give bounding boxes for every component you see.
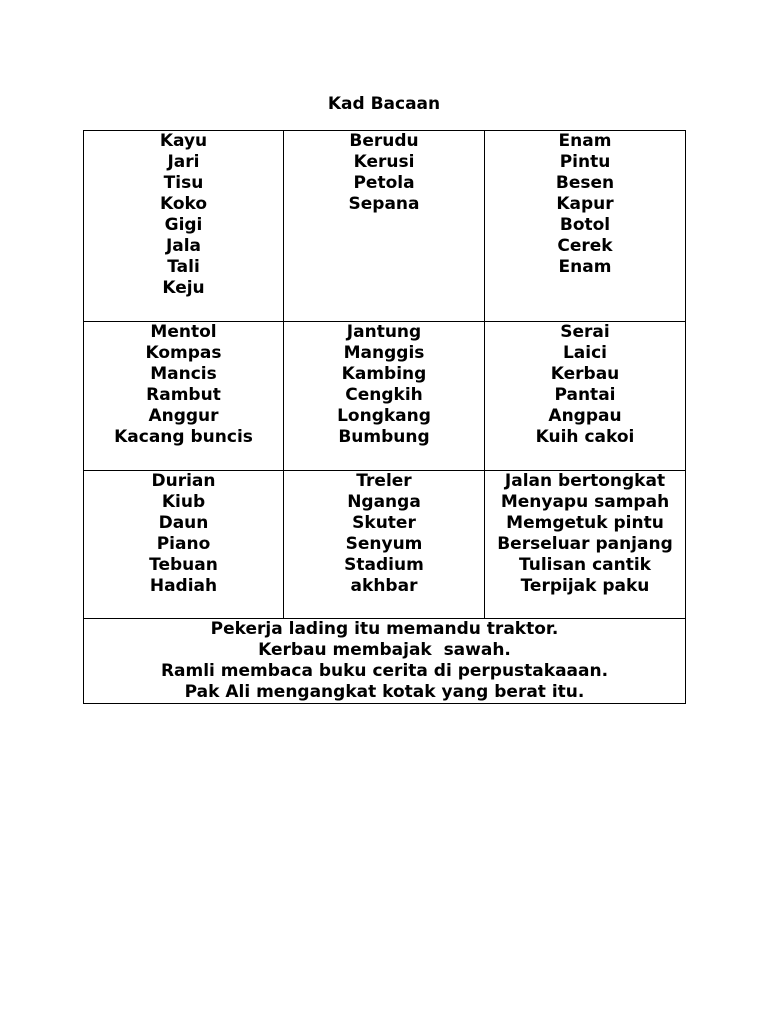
word: Stadium (344, 555, 424, 575)
word: Petola (353, 173, 415, 193)
word-row (84, 471, 686, 619)
word: Gigi (164, 215, 203, 235)
word: Jalan bertongkat (504, 471, 666, 491)
word: Cerek (557, 236, 613, 256)
word: Kayu (159, 131, 208, 151)
word: Rambut (146, 385, 221, 405)
word: Berudu (349, 131, 419, 151)
sentence: Ramli membaca buku cerita di perpustakaaan. (160, 661, 609, 681)
word: Jari (167, 152, 200, 172)
word: Angpau (548, 406, 622, 426)
word-cell (284, 322, 485, 471)
word: Tisu (163, 173, 204, 193)
reading-card-table (83, 130, 686, 704)
word: Kompas (145, 343, 222, 363)
word: Keju (162, 278, 205, 298)
word: Tebuan (149, 555, 218, 575)
word: Daun (158, 513, 209, 533)
word: Senyum (345, 534, 423, 554)
word: Anggur (148, 406, 219, 426)
sentence: Pekerja lading itu memandu traktor. (210, 619, 559, 639)
word: Kacang buncis (114, 427, 253, 447)
word: Bumbung (338, 427, 430, 447)
word-cell (485, 322, 686, 471)
word: Cengkih (345, 385, 423, 405)
word: Pintu (559, 152, 611, 172)
word: Koko (159, 194, 208, 214)
word: Laici (562, 343, 608, 363)
word: akhbar (350, 576, 418, 596)
word: Nganga (347, 492, 421, 512)
word: Kerbau (550, 364, 620, 384)
word: Mancis (150, 364, 217, 384)
word-cell (84, 471, 284, 619)
word: Jala (165, 236, 202, 256)
word: Mentol (150, 322, 217, 342)
word: Terpijak paku (520, 576, 650, 596)
word: Piano (156, 534, 211, 554)
word: Pantai (554, 385, 616, 405)
word: Menyapu sampah (500, 492, 670, 512)
word-row (84, 322, 686, 471)
word-cell (284, 471, 485, 619)
word: Berseluar panjang (497, 534, 673, 554)
word: Tulisan cantik (518, 555, 651, 575)
word: Durian (151, 471, 216, 491)
word-cell (485, 131, 686, 322)
word: Sepana (348, 194, 420, 214)
word-cell (84, 131, 284, 322)
word: Treler (356, 471, 412, 491)
page-title: Kad Bacaan (327, 94, 441, 114)
word: Botol (559, 215, 611, 235)
word: Serai (560, 322, 610, 342)
word: Kuih cakoi (535, 427, 635, 447)
word: Skuter (352, 513, 416, 533)
word: Enam (558, 131, 612, 151)
word: Jantung (346, 322, 422, 342)
word: Besen (555, 173, 615, 193)
sentence-row (84, 619, 686, 704)
word: Enam (558, 257, 612, 277)
word: Tali (167, 257, 200, 277)
word-cell (84, 322, 284, 471)
word: Hadiah (149, 576, 218, 596)
word: Kapur (556, 194, 614, 214)
word: Manggis (343, 343, 425, 363)
sentence: Pak Ali mengangkat kotak yang berat itu. (184, 682, 585, 702)
word-cell (284, 131, 485, 322)
word-cell (485, 471, 686, 619)
word: Memgetuk pintu (506, 513, 664, 533)
sentence: Kerbau membajak sawah. (258, 640, 511, 660)
word: Kerusi (353, 152, 415, 172)
word-row (84, 131, 686, 322)
word: Longkang (337, 406, 431, 426)
word: Kiub (161, 492, 206, 512)
sentences-cell (84, 619, 686, 704)
word: Kambing (341, 364, 427, 384)
